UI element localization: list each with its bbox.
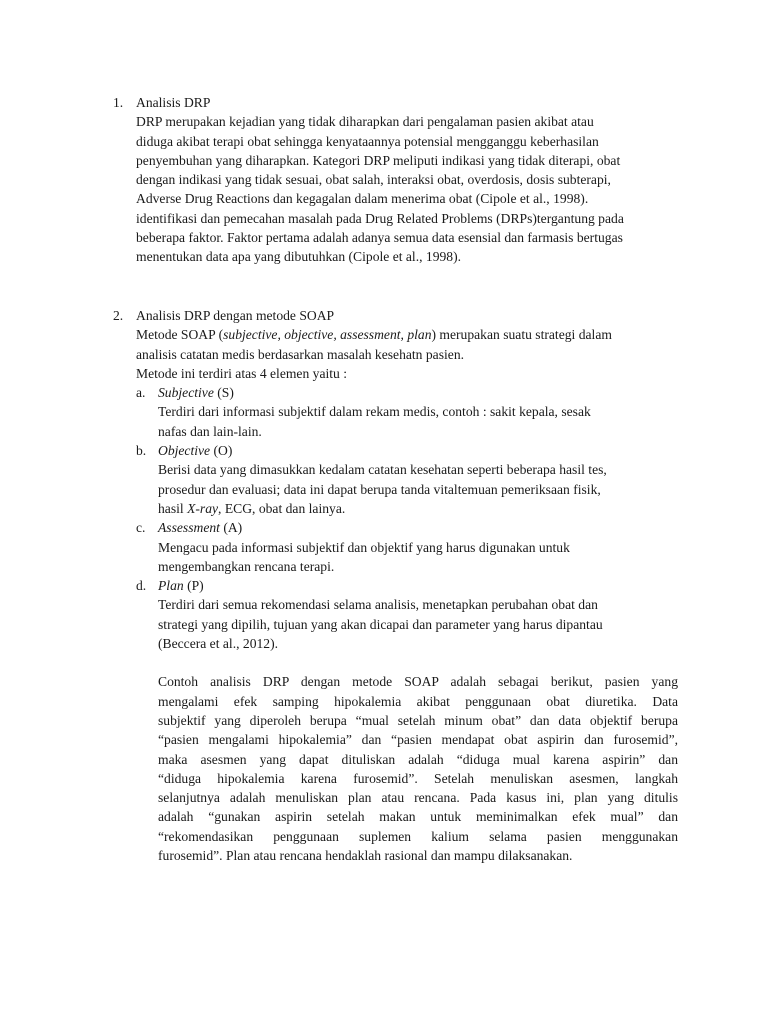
list-item-subjective <box>136 383 681 402</box>
example-line: “diduga hipokalemia karena furosemid”. Setelah menuliskan asesmen, langkah <box>158 770 678 786</box>
item-body <box>158 460 678 518</box>
paragraph-line: DRP merupakan kejadian yang tidak diharapkan dari pengalaman pasien akibat atau <box>136 114 594 130</box>
example-line: adalah “gunakan aspirin setelah makan untuk meminimalkan efek mual” dan <box>158 809 678 825</box>
item-line: Berisi data yang dimasukkan kedalam catatan kesehatan seperti beberapa hasil tes, <box>158 462 607 478</box>
section-analisis-drp <box>113 93 683 267</box>
item-line: strategi yang dipilih, tujuan yang akan dicapai dan parameter yang harus dipantau <box>158 616 603 632</box>
example-line: furosemid”. Plan atau rencana hendaklah rasional dan mampu dilaksanakan. <box>158 848 573 864</box>
item-line: Mengacu pada informasi subjektif dan objektif yang harus digunakan untuk <box>158 539 570 555</box>
spacer <box>136 653 681 672</box>
item-letter: c. <box>136 520 146 536</box>
item-line: prosedur dan evaluasi; data ini dapat berupa tanda vitaltemuan pemeriksaan fisik, <box>158 481 601 497</box>
item-line: (Beccera et al., 2012). <box>158 636 279 652</box>
item-text: , ECG, obat dan lainya. <box>218 500 346 516</box>
item-line: nafas dan lain-lain. <box>158 423 262 439</box>
example-line: “pasien mengalami hipokalemia” dan “pasien mendapat obat aspirin dan furosemid”, <box>158 732 678 748</box>
example-paragraph <box>158 672 678 865</box>
item-title-italic: Objective <box>158 443 211 459</box>
item-title <box>158 576 204 595</box>
list-item-objective <box>136 441 681 460</box>
item-body <box>158 595 678 653</box>
example-line: “rekomendasikan penggunaan suplemen kalium selama pasien menggunakan <box>158 828 678 844</box>
section-number: 1. <box>113 95 124 110</box>
item-title <box>158 441 232 460</box>
item-line <box>158 499 678 518</box>
item-line: mengembangkan rencana terapi. <box>158 558 335 574</box>
paragraph-line: beberapa faktor. Faktor pertama adalah adanya semua data esensial dan farmasis bertugas <box>136 230 623 246</box>
item-line: Terdiri dari semua rekomendasi selama analisis, menetapkan perubahan obat dan <box>158 597 598 613</box>
section-heading <box>113 306 683 325</box>
item-code: (P) <box>183 578 204 594</box>
item-italic: X-ray <box>187 500 219 516</box>
section-title: Analisis DRP <box>136 95 211 110</box>
intro-line: Metode ini terdiri atas 4 elemen yaitu : <box>136 365 348 381</box>
section-soap <box>113 306 683 865</box>
example-line: mengalami efek samping hipokalemia akibat penggunaan obat diuretika. Data <box>158 693 678 709</box>
section-title: Analisis DRP dengan metode SOAP <box>136 308 335 323</box>
paragraph-line: diduga akibat terapi obat sehingga kenyataannya potensial mengganggu keberhasilan <box>136 133 599 149</box>
intro-text: Metode SOAP ( <box>136 327 224 343</box>
example-line: Contoh analisis DRP dengan metode SOAP adalah sebagai berikut, pasien yang <box>158 674 678 690</box>
item-line: Terdiri dari informasi subjektif dalam rekam medis, contoh : sakit kepala, sesak <box>158 404 591 420</box>
paragraph-line: penyembuhan yang diharapkan. Kategori DRP meliputi indikasi yang tidak diterapi, obat <box>136 152 621 168</box>
example-line: subjektif yang diperoleh berupa “mual setelah minum obat” dan data objektif berupa <box>158 712 678 728</box>
example-line: selanjutnya adalah menuliskan plan atau rencana. Pada kasus ini, plan yang ditulis <box>158 790 678 806</box>
example-line: maka asesmen yang dapat dituliskan adalah “diduga mual karena aspirin” dan <box>158 751 678 767</box>
section-heading <box>113 93 683 112</box>
item-body <box>158 538 678 577</box>
item-code: (A) <box>219 520 243 536</box>
item-letter: a. <box>136 385 146 401</box>
section-body <box>136 112 681 266</box>
paragraph-line: menentukan data apa yang dibutuhkan (Cipole et al., 1998). <box>136 249 462 265</box>
item-letter: b. <box>136 443 147 459</box>
item-title-italic: Plan <box>158 578 184 594</box>
item-text: hasil <box>158 500 188 516</box>
item-title-italic: Assessment <box>158 520 220 536</box>
item-code: (O) <box>210 443 233 459</box>
intro-line <box>136 325 681 344</box>
paragraph-line: Adverse Drug Reactions dan kegagalan dalam menerima obat (Cipole et al., 1998). <box>136 191 589 207</box>
intro-line: analisis catatan medis berdasarkan masalah kesehatn pasien. <box>136 346 465 362</box>
paragraph-line: identifikasi dan pemecahan masalah pada Drug Related Problems (DRPs)tergantung pada <box>136 210 624 226</box>
item-code: (S) <box>213 385 234 401</box>
item-title <box>158 383 234 402</box>
item-letter: d. <box>136 578 147 594</box>
section-number: 2. <box>113 308 124 323</box>
item-title <box>158 518 242 537</box>
intro-text: ) merupakan suatu strategi dalam <box>431 327 612 343</box>
list-item-plan <box>136 576 681 595</box>
item-body <box>158 402 678 441</box>
intro-italic: subjective, objective, assessment, plan <box>223 327 432 343</box>
item-title-italic: Subjective <box>158 385 214 401</box>
section-body <box>136 325 681 865</box>
list-item-assessment <box>136 518 681 537</box>
paragraph-line: dengan indikasi yang tidak sesuai, obat salah, interaksi obat, overdosis, dosis subterapi, <box>136 172 611 188</box>
